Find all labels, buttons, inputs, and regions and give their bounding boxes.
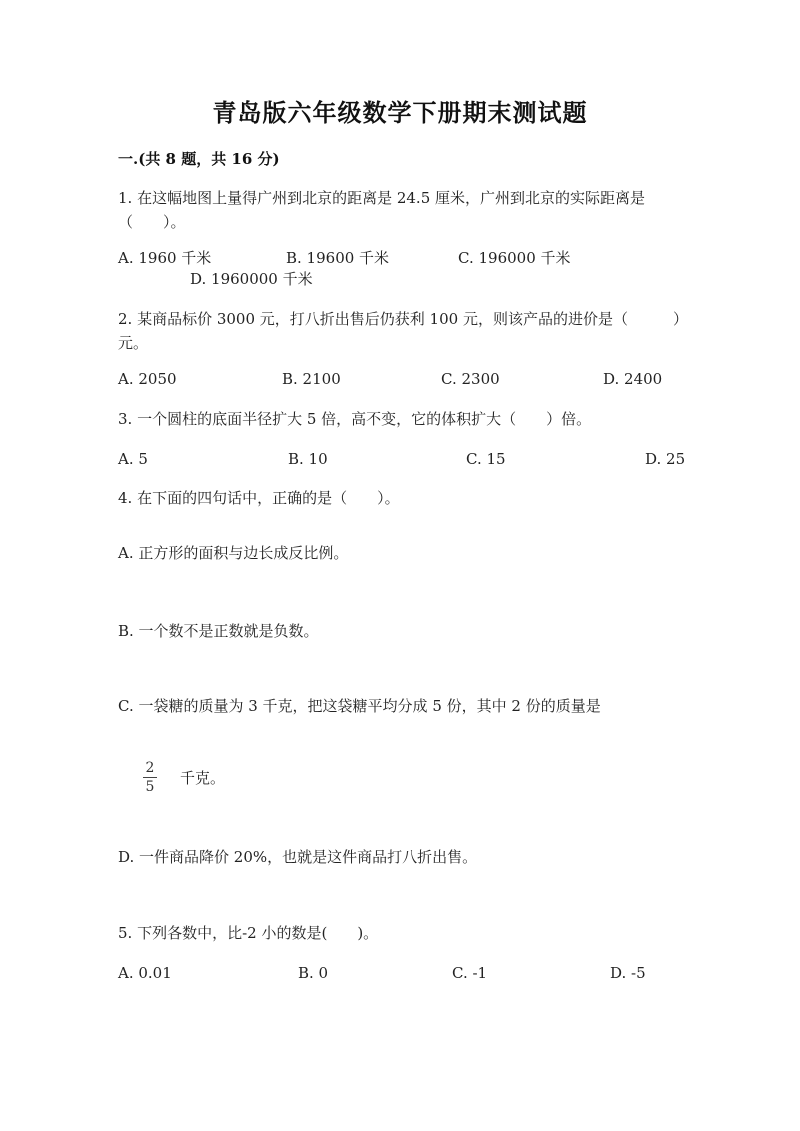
fraction-denominator: 5 — [145, 779, 155, 795]
question-1-option-b[interactable]: B. 19600 千米 — [286, 249, 390, 267]
question-3-option-c[interactable]: C. 15 — [466, 450, 506, 468]
question-4-option-c[interactable]: C. 一袋糖的质量为 3 千克，把这袋糖平均分成 5 份，其中 2 份的质量是 — [118, 697, 601, 715]
question-4-option-b[interactable]: B. 一个数不是正数就是负数。 — [118, 622, 319, 640]
question-2-option-c[interactable]: C. 2300 — [441, 370, 500, 388]
question-5-text: 5. 下列各数中，比-2 小的数是( )。 — [118, 924, 379, 942]
question-3-option-b[interactable]: B. 10 — [288, 450, 328, 468]
question-5-option-c[interactable]: C. -1 — [452, 964, 488, 982]
fraction-unit-suffix: 千克。 — [180, 769, 226, 787]
question-2-option-b[interactable]: B. 2100 — [282, 370, 341, 388]
question-3-option-d[interactable]: D. 25 — [645, 450, 686, 468]
fraction-two-fifths — [141, 760, 159, 795]
question-5-option-a[interactable]: A. 0.01 — [118, 964, 172, 982]
fraction-numerator: 2 — [145, 760, 155, 776]
question-4-option-d[interactable]: D. 一件商品降价 20%，也就是这件商品打八折出售。 — [118, 848, 478, 866]
question-4-text: 4. 在下面的四句话中，正确的是（ ）。 — [118, 489, 400, 507]
question-5-option-d[interactable]: D. -5 — [610, 964, 646, 982]
question-1-text: 1. 在这幅地图上量得广州到北京的距离是 24.5 厘米，广州到北京的实际距离是（ ）。 — [118, 189, 646, 231]
page-title: 青岛版六年级数学下册期末测试题 — [212, 98, 588, 127]
question-1-option-a[interactable]: A. 1960 千米 — [118, 249, 212, 267]
question-3-text: 3. 一个圆柱的底面半径扩大 5 倍，高不变，它的体积扩大（ ）倍。 — [118, 410, 592, 428]
question-1-option-c[interactable]: C. 196000 千米 — [458, 249, 571, 267]
fraction-bar — [143, 777, 157, 778]
section-heading: 一.(共 8 题，共 16 分) — [118, 150, 280, 168]
question-5-option-b[interactable]: B. 0 — [298, 964, 329, 982]
question-3-option-a[interactable]: A. 5 — [118, 450, 148, 468]
question-2-text: 2. 某商品标价 3000 元，打八折出售后仍获利 100 元，则该产品的进价是（ ）元。 — [118, 310, 688, 352]
question-1-option-d[interactable]: D. 1960000 千米 — [190, 270, 313, 288]
question-2-option-d[interactable]: D. 2400 — [603, 370, 663, 388]
question-4-option-a[interactable]: A. 正方形的面积与边长成反比例。 — [118, 544, 349, 562]
question-2-option-a[interactable]: A. 2050 — [118, 370, 177, 388]
